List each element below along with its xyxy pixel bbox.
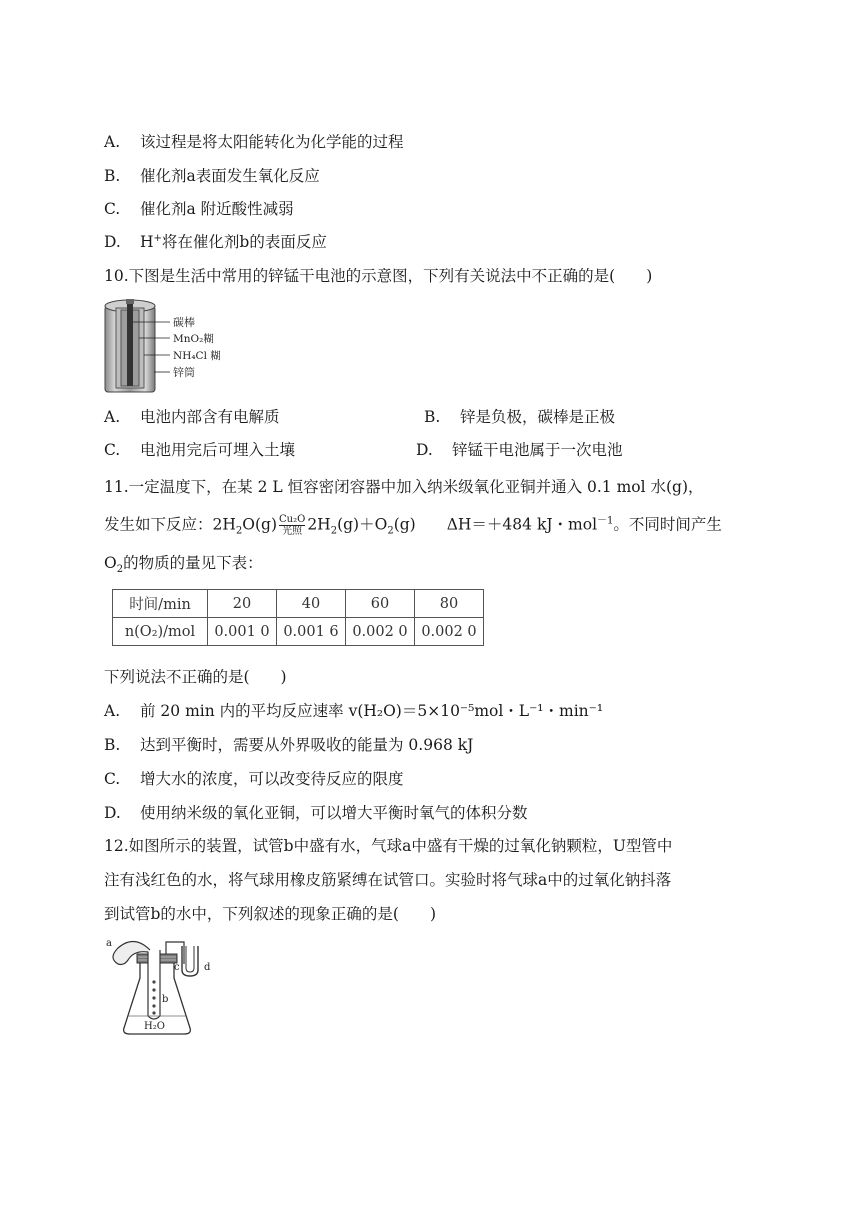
q11-stem-line3: $O_2$的物质的量见下表： <box>104 554 263 576</box>
q9-option-c: C. 催化剂a 附近酸性减弱 <box>104 200 294 218</box>
q11-prompt: 下列说法不正确的是( ) <box>104 668 287 686</box>
label-water: H₂O <box>144 1021 165 1032</box>
q10-option-a: A. 电池内部含有电解质 <box>104 408 280 426</box>
q10-stem: 10.下图是生活中常用的锌锰干电池的示意图，下列有关说法中不正确的是( ) <box>104 267 653 285</box>
q10-option-d: D. 锌锰干电池属于一次电池 <box>416 441 623 459</box>
label-b: b <box>162 994 169 1005</box>
apparatus-figure <box>104 936 228 1038</box>
label-nh4cl-paste: NH₄Cl 糊 <box>173 350 221 362</box>
table-row: n(O₂)/mol 0.001 0 0.001 6 0.002 0 0.002 0 <box>113 618 484 646</box>
q10-option-b: B. 锌是负极，碳棒是正极 <box>424 408 616 426</box>
dry-cell-figure <box>104 298 232 396</box>
label-a: a <box>106 938 112 949</box>
q9-option-d: D. H+将在催化剂b的表面反应 <box>104 232 327 251</box>
label-c: c <box>174 962 180 973</box>
label-carbon-rod: 碳棒 <box>173 316 195 329</box>
q11-stem-line2: 发生如下反应：$2H_2O(g)$ $\frac{\text{Cu₂O}}{\text{光照}}$ $2H_2(g)+O_2(g)$ ΔH＝＋484 kJ・mol$^{-1}$。不同时间产生 <box>104 514 722 537</box>
q12-line2: 注有浅红色的水，将气球用橡皮筋紧缚在试管口。实验时将气球a中的过氧化钠抖落 <box>104 871 672 889</box>
q11-option-b: B. 达到平衡时，需要从外界吸收的能量为 0.968 kJ <box>104 736 474 754</box>
q9-option-a: A. 该过程是将太阳能转化为化学能的过程 <box>104 133 404 151</box>
o2-amount-table <box>112 589 484 646</box>
reaction-condition: $\frac{\text{Cu₂O}}{\text{光照}}$ <box>279 514 306 537</box>
q11-option-d: D. 使用纳米级的氧化亚铜，可以增大平衡时氧气的体积分数 <box>104 804 528 822</box>
label-mno2-paste: MnO₂糊 <box>173 333 214 345</box>
q10-option-c: C. 电池用完后可埋入土壤 <box>104 441 296 459</box>
q11-stem-line1: 11.一定温度下，在某 2 L 恒容密闭容器中加入纳米级氧化亚铜并通入 0.1 mol 水(g)， <box>104 478 704 496</box>
q12-line3: 到试管b的水中，下列叙述的现象正确的是( ) <box>104 905 437 923</box>
table-row: 时间/min 20 40 60 80 <box>113 590 484 618</box>
label-d: d <box>204 962 211 973</box>
q12-line1: 12.如图所示的装置，试管b中盛有水，气球a中盛有干燥的过氧化钠颗粒，U型管中 <box>104 837 673 855</box>
q9-option-b: B. 催化剂a表面发生氧化反应 <box>104 167 320 185</box>
q11-option-c: C. 增大水的浓度，可以改变待反应的限度 <box>104 770 404 788</box>
label-zinc-can: 锌筒 <box>173 366 195 379</box>
q11-option-a: A. 前 20 min 内的平均反应速率 v(H₂O)＝5×10⁻⁵mol・L⁻¹・min⁻¹ <box>104 702 604 720</box>
